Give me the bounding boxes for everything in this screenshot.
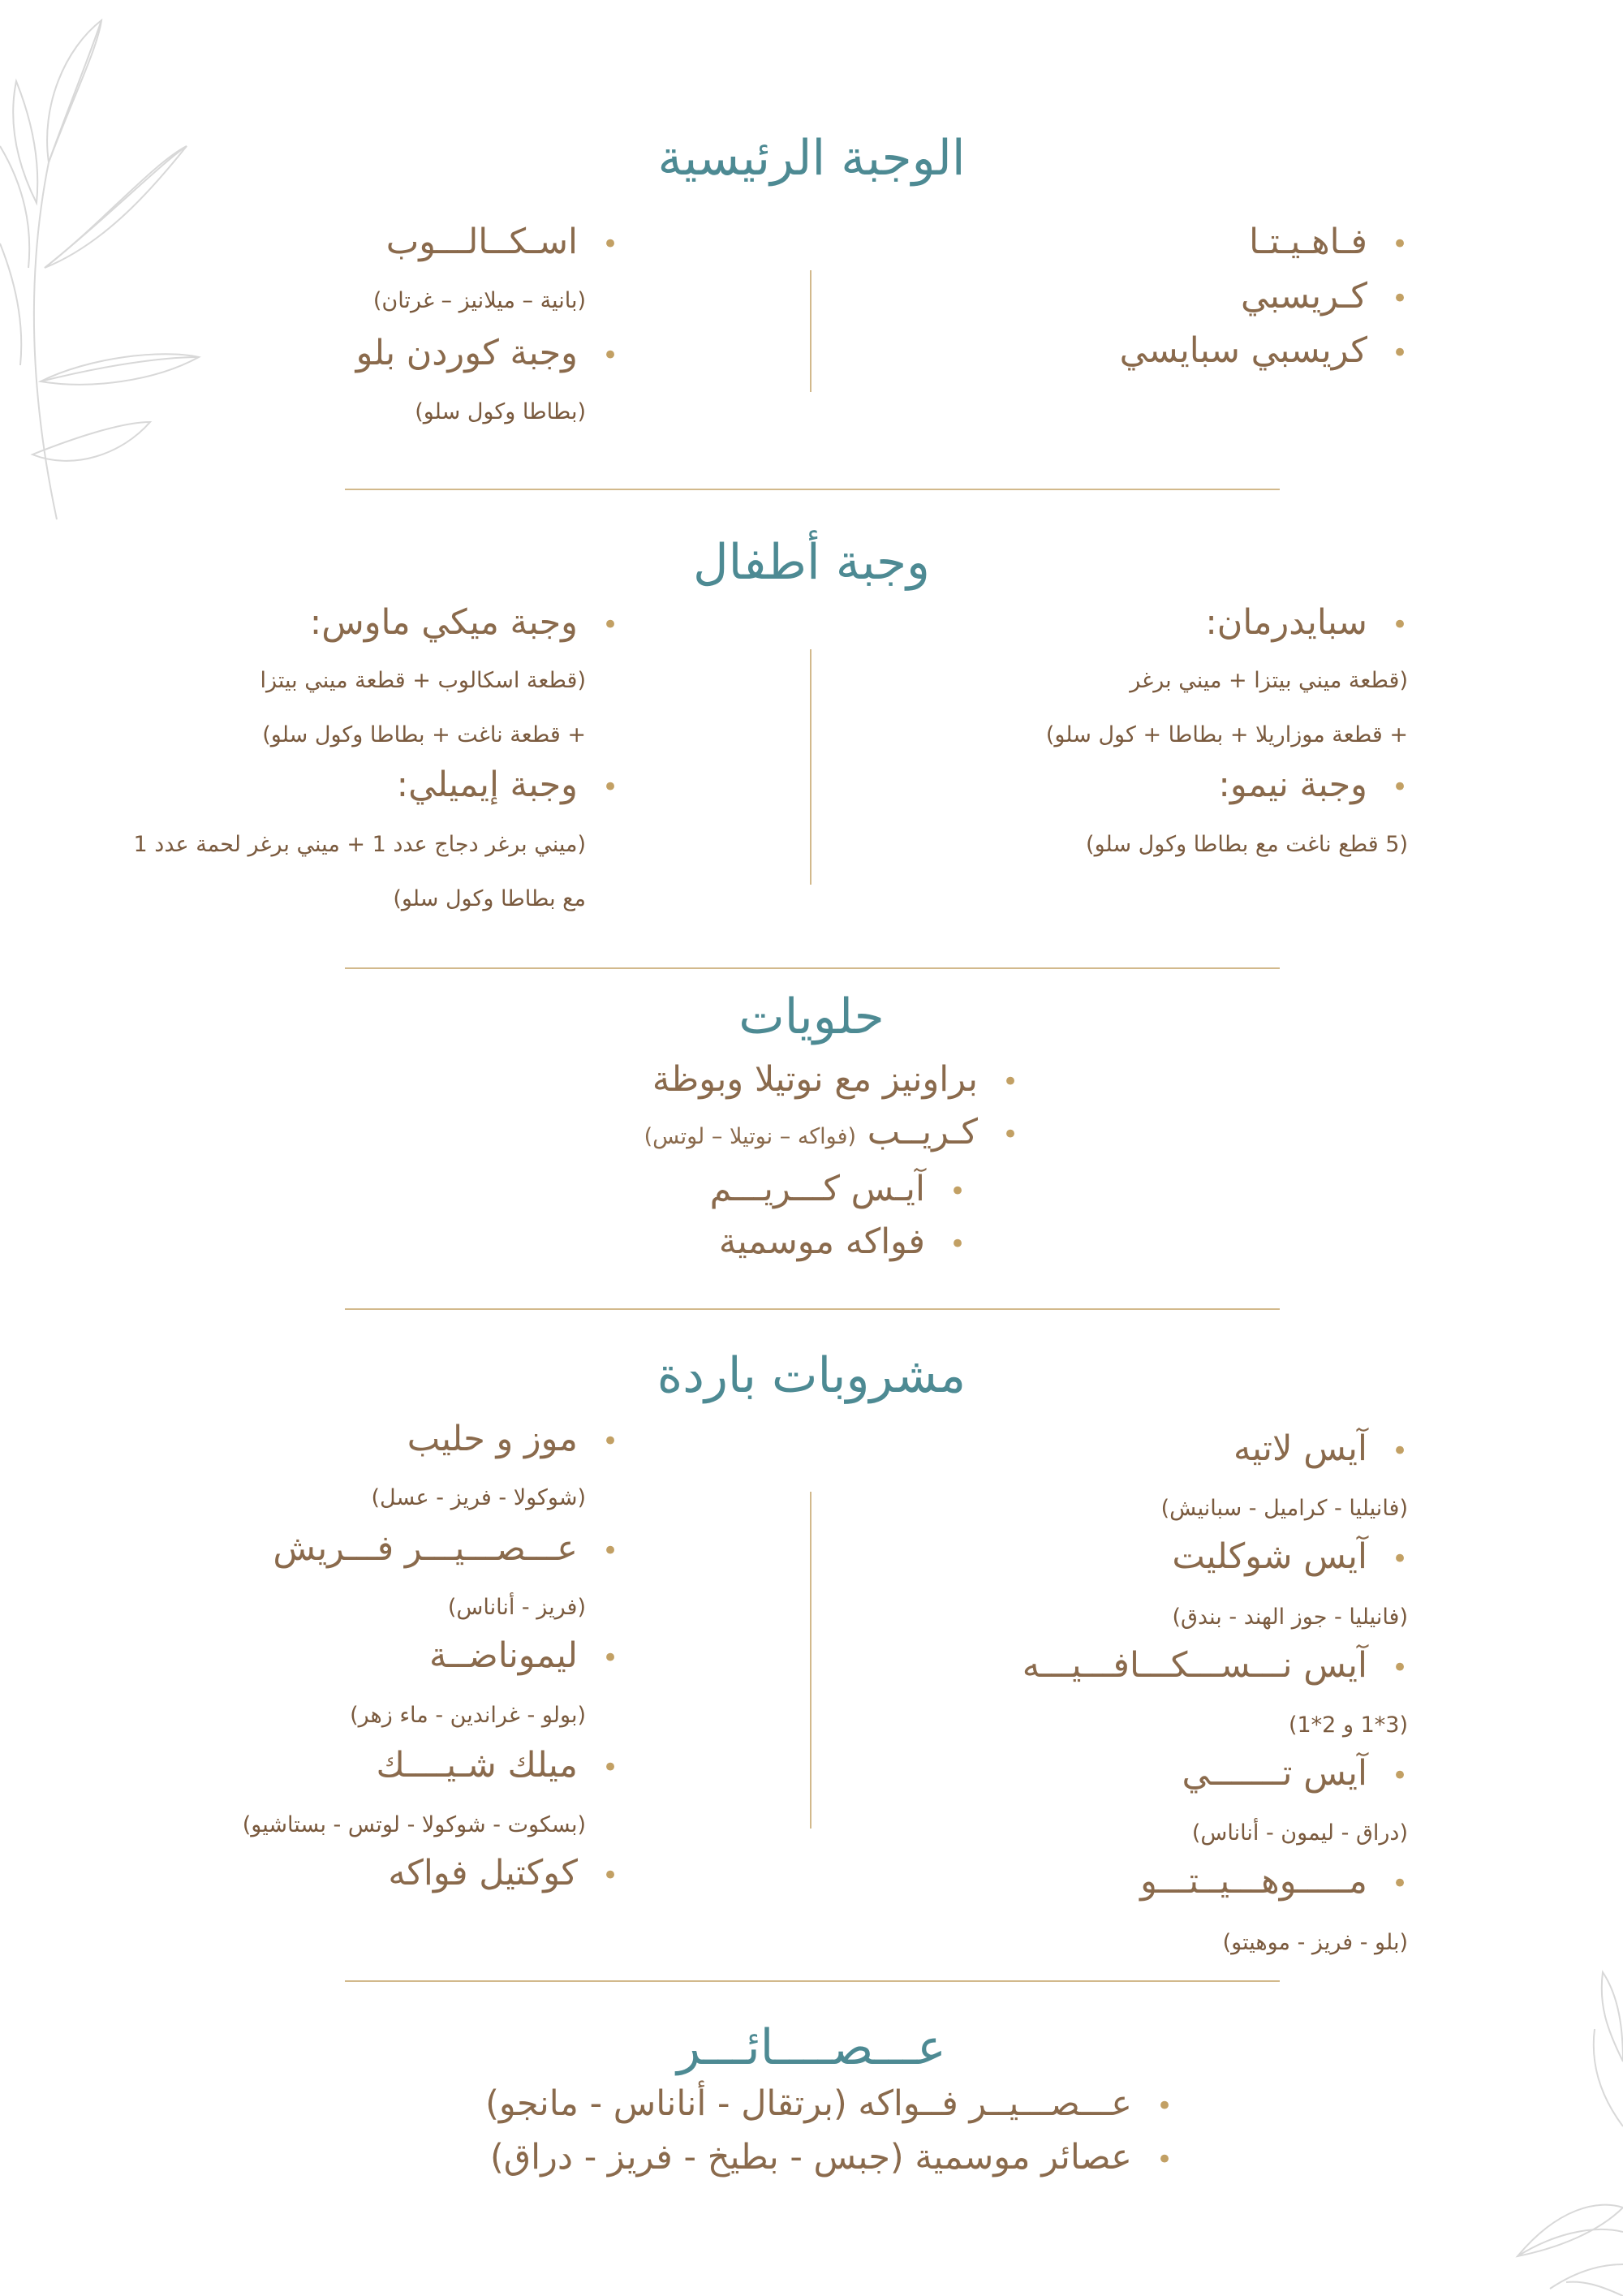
cold-item-fresh-juice-desc: (فريز - أناناس)	[447, 1595, 586, 1620]
dessert-item-crepe	[644, 1112, 1018, 1152]
cold-item-iced-chocolate-desc: (فانيليا - جوز الهند - بندق)	[1172, 1605, 1408, 1630]
main-item-crispy-spicy: • كريسبي سبايسي	[1120, 330, 1408, 371]
dessert-item-brownies: • براونيز مع نوتيلا وبوظة	[652, 1059, 1018, 1100]
kids-item-spiderman-desc-1: (قطعة ميني بيتزا + ميني برغر	[1130, 668, 1408, 693]
kids-item-nemo: • وجبة نيمو:	[1218, 765, 1408, 805]
cold-item-iced-latte: • آيس لاتيه	[1233, 1428, 1408, 1469]
cold-item-fresh-juice: • عـــصـــيـــر فـــريش	[273, 1528, 618, 1569]
cold-item-iced-tea: • آيس تـــــــي	[1182, 1753, 1408, 1794]
main-item-fajita: • فـاهـيـتـا	[1249, 222, 1408, 262]
cold-item-mojito: • مـــــوهـــيــتـــو	[1140, 1861, 1408, 1902]
kids-item-nemo-desc: (5 قطع ناغت مع بطاطا وكول سلو)	[1086, 832, 1408, 857]
cold-item-milkshake: • ميلك شـيــــك	[377, 1745, 618, 1786]
main-item-crispy: • كـريسبي	[1241, 276, 1408, 317]
juice-item-fruit: • عـــصـــيــر فــواكه (برتقال - أناناس - مانجو)	[485, 2083, 1173, 2124]
kids-item-spiderman-desc-2: + قطعة موزاريلا + بطاطا + كول سلو)	[1045, 722, 1408, 747]
cold-item-iced-nescafe-desc: (3*1 و 2*1)	[1288, 1712, 1408, 1738]
kids-item-mickey-desc-2: + قطعة ناغت + بطاطا وكول سلو)	[262, 722, 586, 747]
cold-item-banana-milk-desc: (شوكولا - فريز - عسل)	[371, 1485, 586, 1510]
dessert-item-crepe-note: (فواكه – نوتيلا – لوتس)	[644, 1124, 857, 1149]
cold-item-mojito-desc: (بلو - فريز - موهيتو)	[1222, 1930, 1408, 1955]
kids-item-mickey: • وجبة ميكي ماوس:	[310, 602, 618, 643]
cold-item-fruit-cocktail: • كوكتيل فواكه	[388, 1853, 618, 1893]
cold-item-iced-tea-desc: (دراق - ليمون - أناناس)	[1191, 1820, 1408, 1846]
kids-item-emily: • وجبة إيميلي:	[397, 765, 618, 805]
kids-item-emily-desc-2: مع بطاطا وكول سلو)	[393, 886, 586, 911]
section-divider	[345, 967, 1280, 969]
kids-item-spiderman: • سبايدرمان:	[1205, 602, 1408, 643]
cold-item-lemonade-desc: (بولو - غراندين - ماء زهر)	[350, 1703, 586, 1728]
cold-item-banana-milk: • موز و حليب	[407, 1419, 618, 1459]
main-item-cordon-bleu-desc: (بطاطا وكول سلو)	[415, 399, 586, 424]
cold-item-iced-chocolate: • آيس شوكليت	[1172, 1536, 1408, 1577]
cold-item-lemonade: • ليموناضــة	[429, 1635, 618, 1676]
cold-drinks-title: مشروبات باردة	[657, 1347, 966, 1404]
main-item-cordon-bleu: • وجبة كوردن بلو	[356, 333, 618, 373]
section-divider	[345, 489, 1280, 490]
kids-meals-title: وجبة أطفال	[692, 534, 931, 591]
kids-item-emily-desc-1: (ميني برغر دجاج عدد 1 + ميني برغر لحمة عدد 1	[133, 832, 586, 857]
main-meals-title: الوجبة الرئيسية	[657, 130, 966, 187]
juice-item-seasonal: • عصائر موسمية (جبس - بطيخ - فريز - دراق)	[490, 2137, 1173, 2178]
desserts-title: حلويات	[738, 989, 885, 1045]
main-item-escalope: • اسـكــالـــوب	[386, 222, 618, 262]
juices-title: عـــصــــائـــر	[677, 2019, 946, 2076]
kids-item-mickey-desc-1: (قطعة اسكالوب + قطعة ميني بيتزا	[260, 668, 586, 693]
leaf-branch-top-left-icon	[0, 0, 227, 552]
cold-drinks-divider	[810, 1492, 812, 1829]
section-divider	[345, 1308, 1280, 1310]
main-divider	[810, 270, 812, 392]
kids-divider	[810, 649, 812, 885]
leaf-branch-bottom-right-icon	[1493, 1964, 1623, 2296]
dessert-item-ice-cream: • آيـس كـــريـــم	[710, 1169, 966, 1209]
cold-item-iced-nescafe: • آيس نـــســـكـــافـــيـــه	[1022, 1645, 1408, 1686]
section-divider	[345, 1980, 1280, 1982]
main-item-escalope-desc: (بانية – ميلانيز – غرتان)	[372, 288, 586, 313]
dessert-item-crepe-name: كـريــب	[867, 1112, 978, 1152]
dessert-item-seasonal-fruit: • فواكه موسمية	[719, 1221, 966, 1262]
cold-item-iced-latte-desc: (فانيليا - كراميل - سبانيش)	[1160, 1496, 1408, 1521]
cold-item-milkshake-desc: (بسكوت - شوكولا - لوتس - بستاشيو)	[242, 1812, 586, 1837]
